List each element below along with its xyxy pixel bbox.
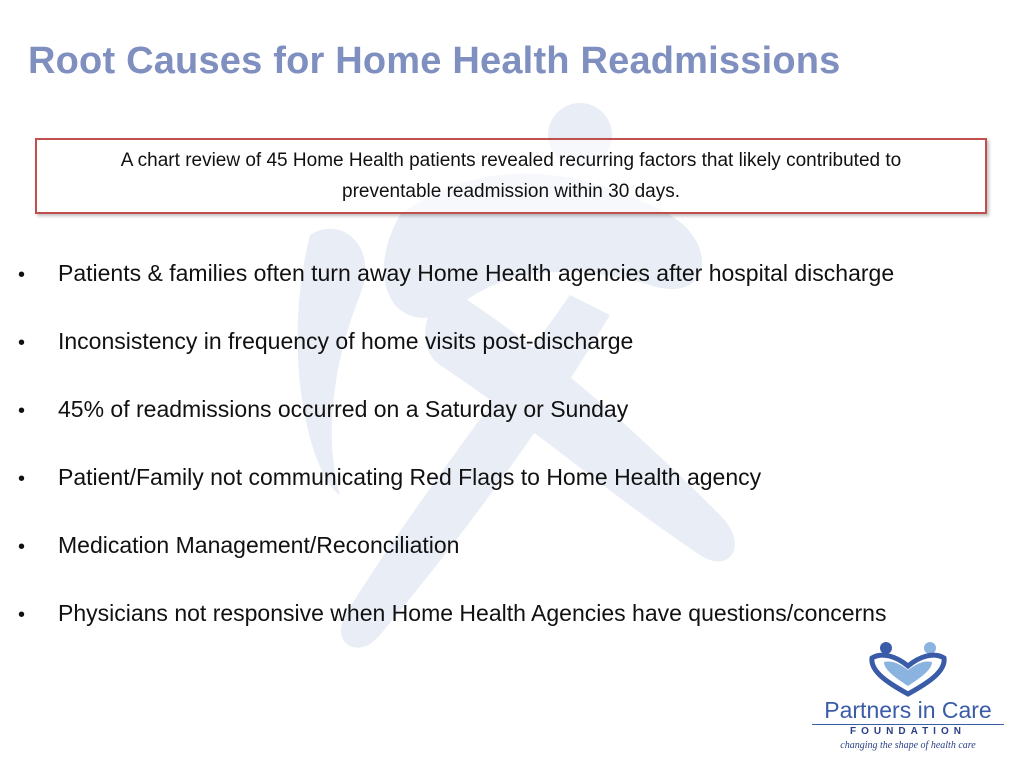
logo-foundation: FOUNDATION	[850, 726, 966, 737]
bullet-text: Patient/Family not communicating Red Flags to Home Health agency	[58, 464, 762, 490]
bullet-item	[18, 328, 1018, 396]
bullet-glyph: •	[18, 400, 26, 422]
bullet-glyph: •	[18, 536, 26, 558]
slide-title: Root Causes for Home Health Readmissions	[28, 40, 841, 82]
callout-text: A chart review of 45 Home Health patients revealed recurring factors that likely contributed to preventable readmission within 30 days.	[120, 150, 902, 202]
bullet-text: Physicians not responsive when Home Health Agencies have questions/concerns	[58, 600, 887, 626]
bullet-glyph: •	[18, 604, 26, 626]
bullet-item	[18, 464, 1018, 532]
bullet-item	[18, 396, 1018, 464]
partners-in-care-logo	[812, 640, 1004, 755]
bullet-item	[18, 260, 1018, 328]
bullet-text: 45% of readmissions occurred on a Saturday or Sunday	[58, 396, 629, 422]
callout-box	[35, 138, 987, 214]
bullet-text: Medication Management/Reconciliation	[58, 532, 460, 558]
heart-figures-icon	[860, 640, 956, 698]
bullet-text: Patients & families often turn away Home Health agencies after hospital discharge	[58, 260, 895, 286]
bullet-item	[18, 532, 1018, 600]
bullet-glyph: •	[18, 468, 26, 490]
bullet-glyph: •	[18, 264, 26, 286]
logo-tagline: changing the shape of health care	[840, 740, 976, 751]
bullet-glyph: •	[18, 332, 26, 354]
bullet-text: Inconsistency in frequency of home visits post-discharge	[58, 328, 634, 354]
bullet-list	[18, 260, 1018, 668]
logo-name: Partners in Care	[812, 696, 1004, 725]
